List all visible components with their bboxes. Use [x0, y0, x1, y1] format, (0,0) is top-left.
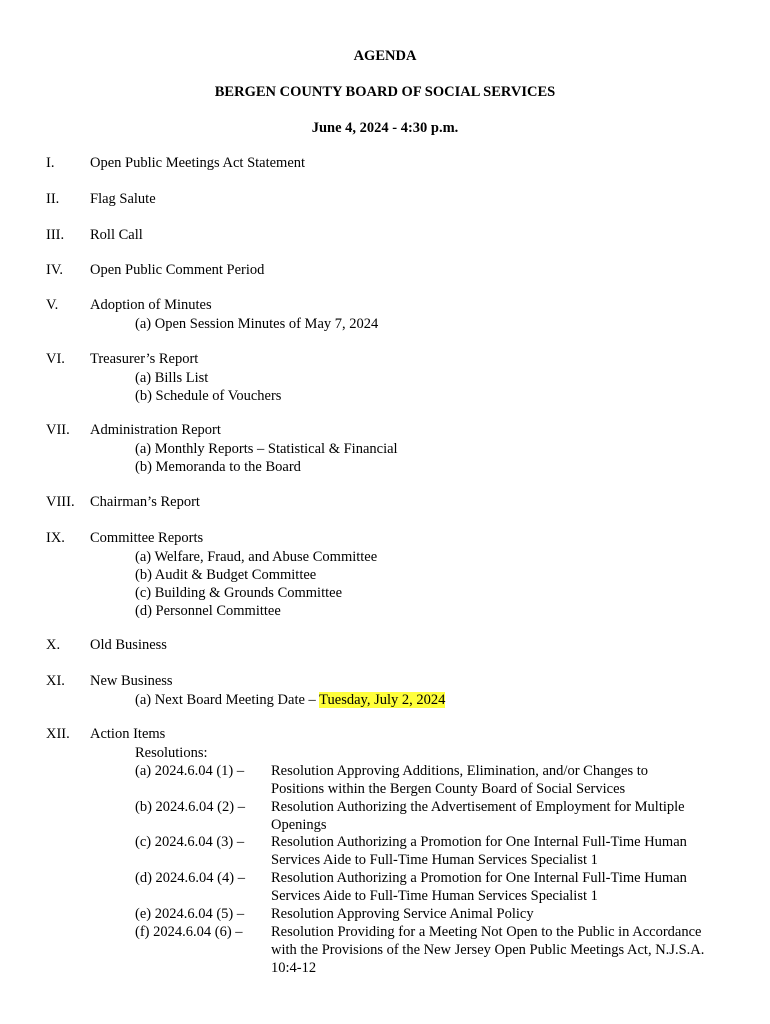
meeting-date: June 4, 2024 - 4:30 p.m. — [311, 120, 459, 136]
resolution-text: Services Aide to Full-Time Human Services Specialist 1 — [271, 888, 598, 904]
resolution-label: (e) 2024.6.04 (5) – — [135, 906, 245, 922]
item-number: XI. — [46, 673, 65, 689]
item-number: IX. — [46, 530, 65, 546]
resolution-text: Resolution Authorizing a Promotion for One Internal Full-Time Human — [271, 870, 687, 886]
resolution-text: Positions within the Bergen County Board of Social Services — [271, 781, 626, 797]
sub-item — [135, 691, 445, 709]
resolution-text: Resolution Approving Additions, Elimination, and/or Changes to — [271, 763, 648, 779]
item-number: X. — [46, 637, 61, 653]
resolution-label: (c) 2024.6.04 (3) – — [135, 834, 245, 850]
sub-item: (b) Schedule of Vouchers — [135, 388, 282, 404]
item-number: III. — [46, 227, 65, 243]
resolution-text: 10:4-12 — [271, 960, 317, 976]
resolution-text: Resolution Authorizing a Promotion for One Internal Full-Time Human — [271, 834, 687, 850]
resolution-text: Openings — [271, 817, 327, 833]
item-title: New Business — [90, 673, 173, 689]
resolution-label: (a) 2024.6.04 (1) – — [135, 763, 245, 779]
item-title: Administration Report — [90, 422, 221, 438]
item-number: VI. — [46, 351, 65, 367]
item-title: Flag Salute — [90, 191, 156, 207]
resolution-text: Resolution Providing for a Meeting Not Open to the Public in Accordance — [271, 924, 702, 940]
item-title: Adoption of Minutes — [90, 297, 212, 313]
sub-item: (b) Memoranda to the Board — [135, 459, 301, 475]
organization-name: BERGEN COUNTY BOARD OF SOCIAL SERVICES — [214, 84, 556, 100]
sub-item: (d) Personnel Committee — [135, 603, 281, 619]
sub-item: (c) Building & Grounds Committee — [135, 585, 343, 601]
item-number: II. — [46, 191, 60, 207]
resolutions-label: Resolutions: — [135, 745, 208, 761]
item-title: Open Public Meetings Act Statement — [90, 155, 306, 171]
item-number: VII. — [46, 422, 70, 438]
resolution-text: with the Provisions of the New Jersey Open Public Meetings Act, N.J.S.A. — [271, 942, 705, 958]
item-title: Action Items — [90, 726, 166, 742]
item-title: Old Business — [90, 637, 167, 653]
item-number: VIII. — [46, 494, 75, 510]
item-title: Committee Reports — [90, 530, 204, 546]
sub-item: (b) Audit & Budget Committee — [135, 567, 317, 583]
resolution-label: (b) 2024.6.04 (2) – — [135, 799, 245, 815]
item-title: Roll Call — [90, 227, 143, 243]
highlighted-date: Tuesday, July 2, 2024 — [319, 692, 446, 708]
item-number: I. — [46, 155, 55, 171]
item-title: Open Public Comment Period — [90, 262, 265, 278]
resolution-text: Resolution Approving Service Animal Policy — [271, 906, 534, 922]
item-number: IV. — [46, 262, 64, 278]
resolution-text: Resolution Authorizing the Advertisement of Employment for Multiple — [271, 799, 685, 815]
sub-item-text: (a) Next Board Meeting Date – — [135, 692, 320, 708]
item-number: V. — [46, 297, 59, 313]
resolution-label: (f) 2024.6.04 (6) – — [135, 924, 243, 940]
resolution-label: (d) 2024.6.04 (4) – — [135, 870, 245, 886]
agenda-title: AGENDA — [353, 48, 417, 64]
item-title: Chairman’s Report — [90, 494, 200, 510]
sub-item: (a) Monthly Reports – Statistical & Financial — [135, 441, 398, 457]
sub-item: (a) Welfare, Fraud, and Abuse Committee — [135, 549, 378, 565]
resolution-text: Services Aide to Full-Time Human Services Specialist 1 — [271, 852, 598, 868]
item-title: Treasurer’s Report — [90, 351, 199, 367]
item-number: XII. — [46, 726, 70, 742]
sub-item: (a) Bills List — [135, 370, 209, 386]
sub-item: (a) Open Session Minutes of May 7, 2024 — [135, 316, 379, 332]
